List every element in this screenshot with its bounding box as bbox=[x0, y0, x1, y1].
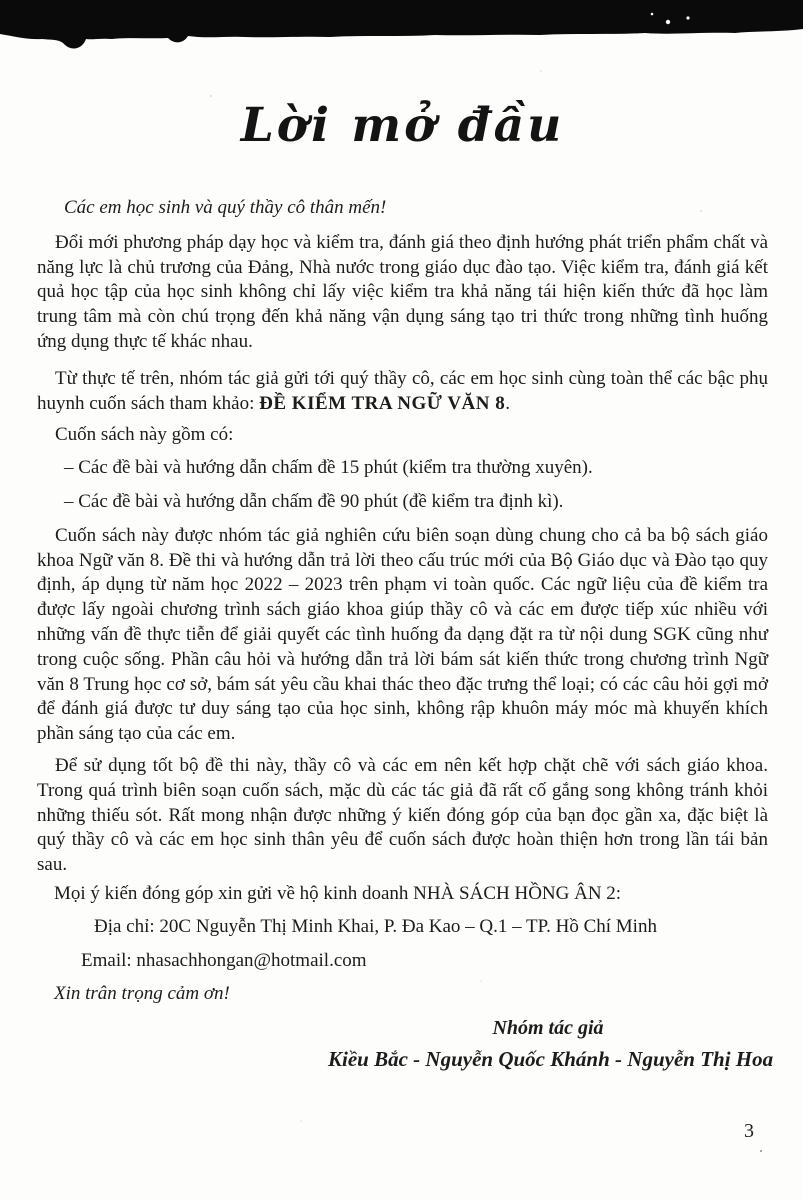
authors-names: Kiều Bắc - Nguyễn Quốc Khánh - Nguyễn Thị Hoa bbox=[328, 1047, 774, 1072]
paragraph-contents-intro: Cuốn sách này gồm có: bbox=[55, 424, 234, 446]
list-item-15-minute-tests: – Các đề bài và hướng dẫn chấm đề 15 phút (kiểm tra thường xuyên). bbox=[64, 457, 593, 479]
book-announcement-text: Từ thực tế trên, nhóm tác giả gửi tới quý thầy cô, các em học sinh cùng toàn thể các bậc phụ huynh cuốn sách tham khảo: bbox=[37, 367, 768, 414]
contact-address-line: Địa chỉ: 20C Nguyễn Thị Minh Khai, P. Đa Kao – Q.1 – TP. Hồ Chí Minh bbox=[94, 915, 657, 937]
list-item-90-minute-tests: – Các đề bài và hướng dẫn chấm đề 90 phút (đề kiểm tra định kì). bbox=[64, 490, 564, 512]
paragraph-book-announcement bbox=[37, 367, 768, 417]
signature-block bbox=[328, 1017, 774, 1072]
paragraph-book-description: Cuốn sách này được nhóm tác giả nghiên cứu biên soạn dùng chung cho cả ba bộ sách giáo khoa Ngữ văn 8. Đề thi và hướng dẫn trả lời theo cấu trúc mới của Bộ Giáo dục và Đào tạo quy định, áp dụng từ năm học 2022 – 2023 trên phạm vi toàn quốc. Các ngữ liệu của đề kiểm tra được lấy ngoài chương trình sách giáo khoa giúp thầy cô và các em được tiếp xúc nhiều với những vấn đề thực tiễn để giải quyết các tình huống đa dạng đặt ra từ nội dung SGK cũng như trong cuộc sống. Phần câu hỏi và hướng dẫn trả lời bám sát kiến thức trong chương trình Ngữ văn 8 Trung học cơ sở, bám sát yêu cầu khai thác theo đặc trưng thể loại; có các câu hỏi gợi mở để đánh giá được tư duy sáng tạo của học sinh, không rập khuôn máy móc mà khuyến khích phần sáng tạo của các em. bbox=[37, 524, 768, 745]
book-title: ĐỀ KIỂM TRA NGỮ VĂN 8 bbox=[259, 392, 506, 414]
paragraph-intro: Đổi mới phương pháp dạy học và kiểm tra, đánh giá theo định hướng phát triển phẩm chất và năng lực là chủ trương của Đảng, Nhà nước trong giáo dục đào tạo. Việc kiểm tra, đánh giá kết quả học tập của học sinh không chỉ lấy việc kiểm tra khả năng tái hiện kiến thức đã học làm trung tâm mà còn chú trọng đến khả năng vận dụng sáng tạo tri thức trong những tình huống ứng dụng thực tế khác nhau. bbox=[37, 231, 768, 352]
contact-email-line: Email: nhasachhongan@hotmail.com bbox=[81, 949, 367, 971]
greeting-line: Các em học sinh và quý thầy cô thân mến! bbox=[64, 197, 387, 218]
book-announcement-suffix: . bbox=[505, 392, 510, 414]
scan-artifact-top-bar bbox=[0, 0, 803, 54]
authors-group-label: Nhóm tác giả bbox=[492, 1017, 604, 1040]
scan-noise-specks bbox=[0, 0, 2, 2]
page-title: Lời mở đầu bbox=[240, 98, 565, 153]
page-number: 3 bbox=[744, 1120, 754, 1142]
closing-thanks-line: Xin trân trọng cảm ơn! bbox=[54, 983, 230, 1005]
contact-intro-line: Mọi ý kiến đóng góp xin gửi về hộ kinh doanh NHÀ SÁCH HỒNG ÂN 2: bbox=[54, 882, 622, 904]
paragraph-usage-advice: Để sử dụng tốt bộ đề thi này, thầy cô và các em nên kết hợp chặt chẽ với sách giáo khoa. Trong quá trình biên soạn cuốn sách, mặc dù các tác giả đã rất cố gắng song không tránh khỏi những thiếu sót. Rất mong nhận được những ý kiến đóng góp của bạn đọc gần xa, đặc biệt là quý thầy cô và các em học sinh thân yêu để cuốn sách được hoàn thiện hơn trong lần tái bản sau. bbox=[37, 754, 768, 876]
